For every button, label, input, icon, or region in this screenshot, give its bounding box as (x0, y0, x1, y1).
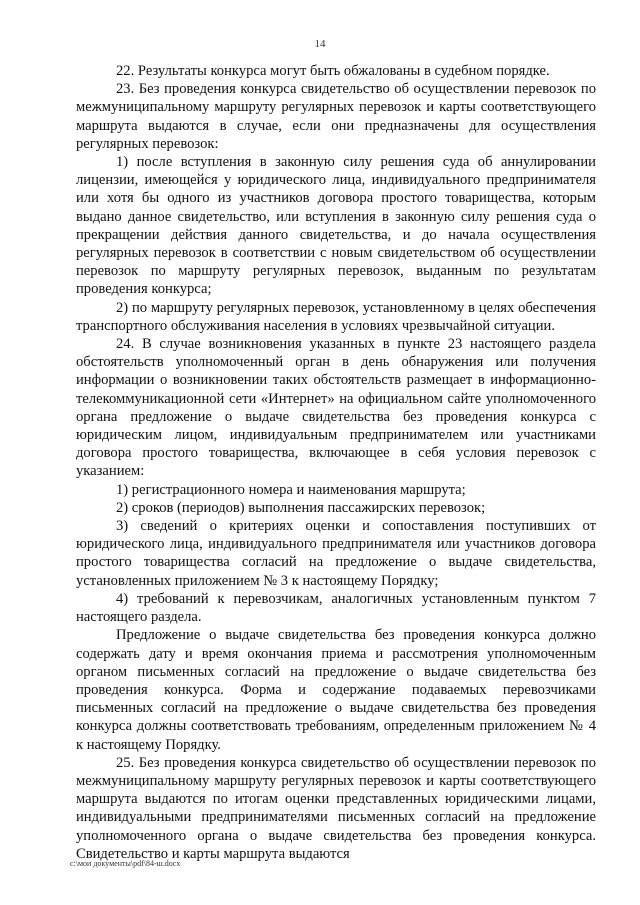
paragraph-24-item-1: 1) регистрационного номера и наименования маршрута; (116, 481, 466, 498)
paragraph-proposal: Предложение о выдаче свидетельства без проведения конкурса должно содержать дату и время окончания приема и рассмотрения уполномоченным органом письменных согласий на предложение о выдаче свидетельства без проведения конкурса. Форма и содержание подаваемых перевозчиками письменных согласий на предложение о выдаче свидетельства без проведения конкурса должны соответствовать требованиям, определенным приложением № 4 к настоящему Порядку. (76, 627, 596, 753)
paragraph-24-item-4: 4) требований к перевозчикам, аналогичных установленным пунктом 7 настоящего раздела. (76, 590, 596, 626)
paragraph-23-item-1: 1) после вступления в законную силу решения суда об аннулировании лицензии, имеющейся у юридического лица, индивидуального предпринимателя или хотя бы одного из участников договора простого товарищества, которым выдано данное свидетельство, или вступления в законную силу решения суда о прекращении действия данного свидетельства, и до начала осуществления регулярных перевозок в соответствии с новым свидетельством об осуществлении перевозок по маршруту регулярных перевозок, выданным по результатам проведения конкурса; (76, 154, 596, 298)
paragraph-22: 22. Результаты конкурса могут быть обжалованы в судебном порядке. (116, 63, 550, 79)
paragraph-24-item-2: 2) сроков (периодов) выполнения пассажирских перевозок; (116, 499, 486, 516)
paragraph-25: 25. Без проведения конкурса свидетельство об осуществлении перевозок по межмуниципальному маршруту регулярных перевозок и карты соответствующего маршрута выдаются по итогам оценки представленных юридическими лицами, индивидуальными предпринимателями письменных согласий на предложение уполномоченного органа о выдаче свидетельства без проведения конкурса. Свидетельство и карты маршрута выдаются (76, 754, 596, 862)
paragraph-23: 23. Без проведения конкурса свидетельство об осуществлении перевозок по межмуниципальному маршруту регулярных перевозок и карты соответствующего маршрута выдаются в случае, если они предназначены для осуществления регулярных перевозок: (76, 81, 596, 152)
document-body (76, 62, 596, 863)
paragraph-24: 24. В случае возникновения указанных в пункте 23 настоящего раздела обстоятельств уполномоченный орган в день обнаружения или получения информации о возникновении таких обстоятельств размещает в информационно-телекоммуникационной сети «Интернет» на официальном сайте уполномоченного органа предложение о выдаче свидетельства без проведения конкурса с юридическим лицом, индивидуальным предпринимателем или участниками договора простого товарищества, включающее в себя условия перевозок с указанием: (76, 336, 596, 480)
page-number: 14 (314, 38, 326, 50)
paragraph-24-item-3: 3) сведений о критериях оценки и сопоставления поступивших от юридического лица, индивидуального предпринимателя или участников договора простого товарищества согласий на предложение о выдаче свидетельства, установленных приложением № 3 к настоящему Порядку; (76, 518, 596, 589)
file-path-footer: c:\мои документы\pdf\84-ш.docx (70, 859, 181, 868)
paragraph-23-item-2: 2) по маршруту регулярных перевозок, установленному в целях обеспечения транспортного обслуживания населения в условиях чрезвычайной ситуации. (76, 299, 596, 334)
